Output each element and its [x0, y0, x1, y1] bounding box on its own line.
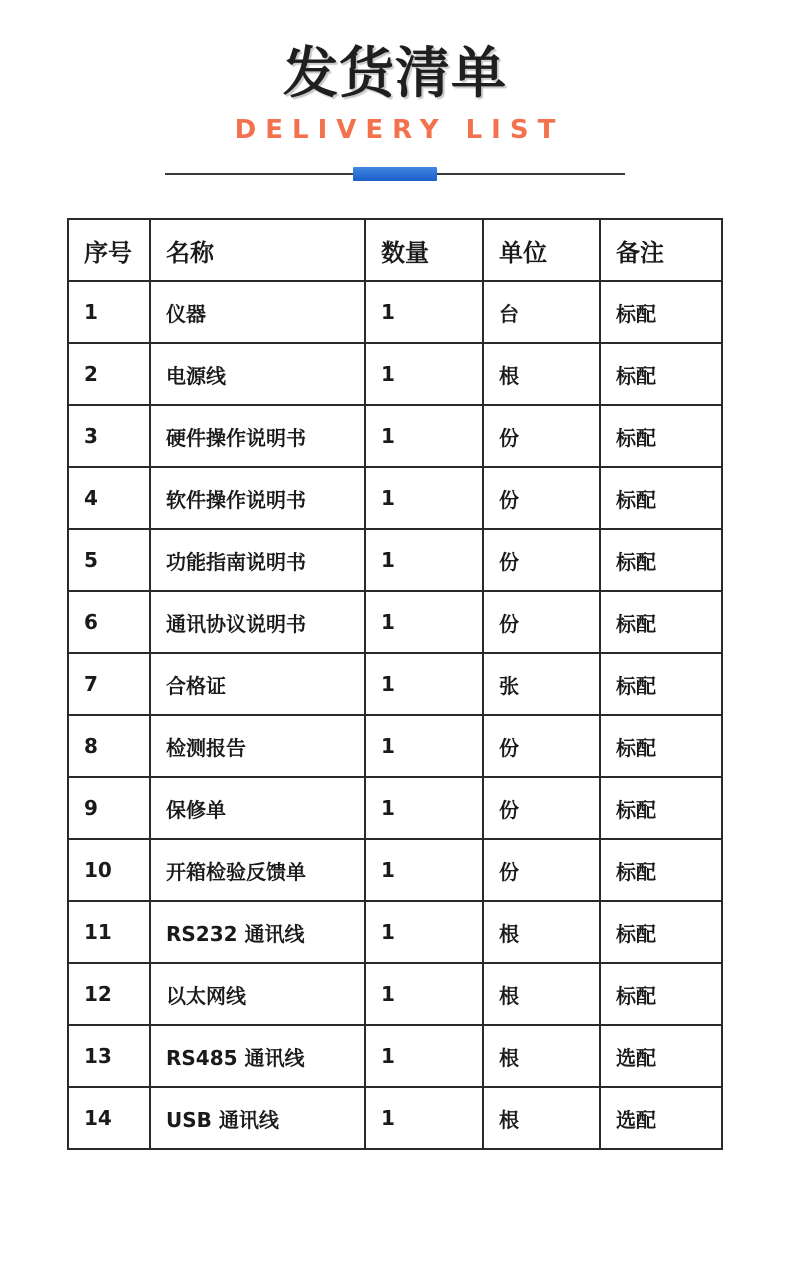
item-remark: 选配 — [600, 1025, 722, 1087]
item-remark: 选配 — [600, 1087, 722, 1149]
item-unit: 张 — [483, 653, 600, 715]
table-row — [68, 653, 722, 715]
row-index: 1 — [68, 281, 150, 343]
table-row — [68, 1087, 722, 1149]
table-row — [68, 591, 722, 653]
item-remark: 标配 — [600, 591, 722, 653]
item-quantity: 1 — [365, 839, 483, 901]
table-row — [68, 777, 722, 839]
row-index: 13 — [68, 1025, 150, 1087]
item-unit: 份 — [483, 777, 600, 839]
row-index: 8 — [68, 715, 150, 777]
item-quantity: 1 — [365, 901, 483, 963]
item-name: 合格证 — [150, 653, 365, 715]
item-quantity: 1 — [365, 405, 483, 467]
page-subtitle: DELIVERY LIST — [234, 115, 565, 145]
row-index: 7 — [68, 653, 150, 715]
item-name: RS232 通讯线 — [150, 901, 365, 963]
item-unit: 根 — [483, 901, 600, 963]
column-header-name: 名称 — [150, 219, 365, 281]
column-header-index: 序号 — [68, 219, 150, 281]
item-name: 开箱检验反馈单 — [150, 839, 365, 901]
table-row — [68, 901, 722, 963]
item-quantity: 1 — [365, 1025, 483, 1087]
item-name: 仪器 — [150, 281, 365, 343]
delivery-table — [67, 218, 723, 1150]
item-unit: 根 — [483, 963, 600, 1025]
column-header-remark: 备注 — [600, 219, 722, 281]
divider-accent-bar — [353, 167, 437, 181]
item-remark: 标配 — [600, 715, 722, 777]
item-remark: 标配 — [600, 281, 722, 343]
item-quantity: 1 — [365, 467, 483, 529]
table-row — [68, 1025, 722, 1087]
item-name: 通讯协议说明书 — [150, 591, 365, 653]
table-header-row — [68, 219, 722, 281]
row-index: 12 — [68, 963, 150, 1025]
item-remark: 标配 — [600, 653, 722, 715]
page-header — [0, 0, 790, 175]
item-quantity: 1 — [365, 343, 483, 405]
table-row — [68, 715, 722, 777]
item-quantity: 1 — [365, 1087, 483, 1149]
page-title: 发货清单 — [282, 41, 507, 105]
item-name: 硬件操作说明书 — [150, 405, 365, 467]
row-index: 14 — [68, 1087, 150, 1149]
table-row — [68, 343, 722, 405]
item-quantity: 1 — [365, 591, 483, 653]
item-unit: 份 — [483, 715, 600, 777]
item-name: 保修单 — [150, 777, 365, 839]
item-remark: 标配 — [600, 467, 722, 529]
row-index: 9 — [68, 777, 150, 839]
item-name: 软件操作说明书 — [150, 467, 365, 529]
item-name: 功能指南说明书 — [150, 529, 365, 591]
table-row — [68, 963, 722, 1025]
row-index: 11 — [68, 901, 150, 963]
item-unit: 根 — [483, 1087, 600, 1149]
item-remark: 标配 — [600, 839, 722, 901]
item-unit: 根 — [483, 1025, 600, 1087]
row-index: 3 — [68, 405, 150, 467]
item-name: 以太网线 — [150, 963, 365, 1025]
item-remark: 标配 — [600, 343, 722, 405]
item-remark: 标配 — [600, 405, 722, 467]
table-row — [68, 467, 722, 529]
column-header-unit: 单位 — [483, 219, 600, 281]
item-unit: 份 — [483, 529, 600, 591]
table-row — [68, 281, 722, 343]
item-unit: 份 — [483, 839, 600, 901]
item-quantity: 1 — [365, 715, 483, 777]
item-quantity: 1 — [365, 777, 483, 839]
item-remark: 标配 — [600, 901, 722, 963]
table-row — [68, 839, 722, 901]
column-header-quantity: 数量 — [365, 219, 483, 281]
section-divider — [165, 173, 625, 175]
item-quantity: 1 — [365, 529, 483, 591]
item-unit: 份 — [483, 591, 600, 653]
item-unit: 份 — [483, 467, 600, 529]
row-index: 2 — [68, 343, 150, 405]
item-quantity: 1 — [365, 653, 483, 715]
item-remark: 标配 — [600, 777, 722, 839]
item-name: 电源线 — [150, 343, 365, 405]
row-index: 4 — [68, 467, 150, 529]
item-name: USB 通讯线 — [150, 1087, 365, 1149]
row-index: 5 — [68, 529, 150, 591]
item-unit: 份 — [483, 405, 600, 467]
item-name: 检测报告 — [150, 715, 365, 777]
row-index: 6 — [68, 591, 150, 653]
row-index: 10 — [68, 839, 150, 901]
item-quantity: 1 — [365, 281, 483, 343]
table-row — [68, 405, 722, 467]
item-remark: 标配 — [600, 963, 722, 1025]
item-quantity: 1 — [365, 963, 483, 1025]
item-remark: 标配 — [600, 529, 722, 591]
item-unit: 根 — [483, 343, 600, 405]
item-unit: 台 — [483, 281, 600, 343]
table-row — [68, 529, 722, 591]
item-name: RS485 通讯线 — [150, 1025, 365, 1087]
